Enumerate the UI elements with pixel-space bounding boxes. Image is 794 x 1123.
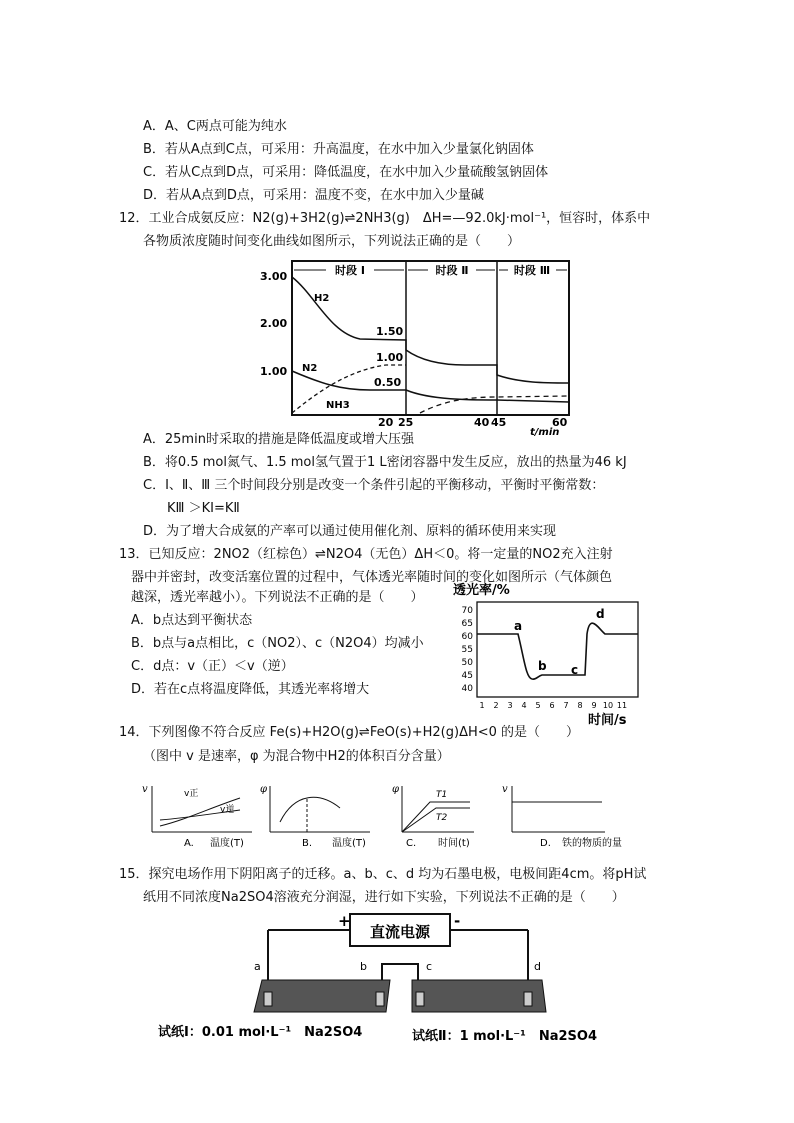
graph-d (502, 784, 622, 849)
svg-text:2: 2 (493, 701, 499, 710)
svg-text:v正: v正 (184, 789, 199, 799)
nh3-label: NH3 (326, 400, 350, 411)
svg-text:v逆: v逆 (220, 805, 235, 815)
svg-text:5: 5 (535, 701, 541, 710)
q12-concentration-chart (260, 255, 580, 438)
q13-stem-line3: 越深，透光率越小）。下列说法不正确的是（ ） (131, 590, 424, 605)
graph-b (260, 784, 370, 849)
y-tick-60: 60 (461, 632, 473, 642)
y-tick-40: 40 (461, 684, 473, 694)
svg-text:C.: C. (406, 838, 417, 849)
q11-option-b: B．若从A点到C点，可采用：升高温度，在水中加入少量氯化钠固体 (143, 142, 534, 157)
svg-text:φ: φ (392, 784, 400, 795)
q12-option-c-constant: KⅢ ＞KⅠ=KⅡ (167, 501, 240, 516)
y-tick-45: 45 (461, 671, 473, 681)
period-3-label: 时段 Ⅲ (513, 264, 551, 277)
svg-text:-: - (454, 912, 461, 930)
x-tick-20: 20 (378, 416, 394, 429)
svg-text:A.: A. (184, 838, 194, 849)
graph-a (142, 784, 252, 849)
svg-text:铁的物质的量: 铁的物质的量 (562, 838, 622, 849)
svg-text:1: 1 (479, 701, 485, 710)
q15-electrolysis-figure (150, 908, 630, 1048)
q11-option-c: C．若从C点到D点，可采用：降低温度，在水中加入少量硫酸氢钠固体 (143, 165, 549, 180)
svg-text:D.: D. (540, 838, 551, 849)
period-2-label: 时段 Ⅱ (435, 264, 469, 277)
q14-stem-line2: （图中 v 是速率，φ 为混合物中H2的体积百分含量） (143, 749, 450, 764)
q12-option-b: B．将0.5 mol氮气、1.5 mol氢气置于1 L密闭容器中发生反应，放出的热量为46 kJ (143, 455, 627, 470)
chart-title: 透光率/% (453, 583, 510, 598)
graph-c (392, 784, 474, 849)
svg-text:温度(T): 温度(T) (210, 838, 244, 849)
q13-option-d: D．若在c点将温度降低，其透光率将增大 (131, 682, 370, 697)
svg-text:温度(T): 温度(T) (332, 838, 366, 849)
point-b: b (538, 659, 547, 673)
point-a: a (514, 619, 523, 633)
svg-text:c: c (426, 960, 433, 973)
q12-option-a: A．25min时采取的措施是降低温度或增大压强 (143, 432, 414, 447)
power-supply-label: 直流电源 (369, 923, 431, 941)
q11-option-d: D．若从A点到D点，可采用：温度不变，在水中加入少量碱 (143, 188, 484, 203)
svg-text:T2: T2 (436, 813, 448, 823)
q13-transmittance-chart (450, 578, 650, 728)
h2-label: H2 (314, 293, 330, 304)
q14-stem-line1: 14．下列图像不符合反应 Fe(s)+H2O(g)⇌FeO(s)+H2(g)ΔH<0 的是（ ） (119, 725, 580, 740)
q12-stem-line1: 12．工业合成氨反应：N2(g)+3H2(g)⇌2NH3(g) ΔH=—92.0kJ·mol⁻¹，恒容时，体系中 (119, 211, 651, 226)
svg-text:φ: φ (260, 784, 268, 795)
point-d: d (596, 607, 605, 621)
x-tick-40: 40 (474, 416, 490, 429)
test-paper-1 (254, 980, 390, 1012)
svg-text:3: 3 (507, 701, 513, 710)
svg-text:d: d (534, 960, 541, 973)
svg-text:10: 10 (602, 701, 614, 710)
q13-option-c: C．d点：v（正）＜v（逆） (131, 659, 294, 674)
y-tick-65: 65 (461, 619, 473, 629)
svg-text:B.: B. (302, 838, 313, 849)
q13-stem-line1: 13．已知反应：2NO2（红棕色）⇌N2O4（无色）ΔH＜0。将一定量的NO2充入注射 (119, 547, 613, 562)
svg-text:b: b (360, 960, 367, 973)
y-tick-2: 2.00 (260, 317, 288, 330)
x-tick-60: 60 (552, 416, 568, 429)
x-unit: t/min (530, 427, 560, 438)
period-1-label: 时段 Ⅰ (335, 264, 365, 277)
point-c: c (571, 663, 579, 677)
x-tick-45: 45 (491, 416, 507, 429)
value-label-100: 1.00 (376, 351, 404, 364)
svg-text:11: 11 (616, 701, 628, 710)
n2-label: N2 (302, 363, 318, 374)
svg-text:时间(t): 时间(t) (438, 838, 470, 849)
q13-option-a: A．b点达到平衡状态 (131, 613, 253, 628)
svg-text:+: + (338, 912, 351, 930)
x-label: 时间/s (588, 713, 627, 728)
q15-stem-line1: 15．探究电场作用下阴阳离子的迁移。a、b、c、d 均为石墨电极，电极间距4cm。将pH试 (119, 867, 647, 882)
q13-option-b: B．b点与a点相比，c（NO2）、c（N2O4）均减小 (131, 636, 424, 651)
q12-stem-line2: 各物质浓度随时间变化曲线如图所示，下列说法正确的是（ ） (143, 234, 521, 249)
h2-curve (292, 277, 569, 383)
y-tick-1: 1.00 (260, 365, 288, 378)
q13-stem-line2: 器中并密封，改变活塞位置的过程中，气体透光率随时间的变化如图所示（气体颜色 (131, 570, 613, 585)
y-tick-50: 50 (461, 658, 473, 668)
svg-text:7: 7 (563, 701, 569, 710)
svg-text:v: v (502, 784, 508, 795)
svg-text:8: 8 (577, 701, 583, 710)
y-tick-70: 70 (461, 606, 473, 616)
q14-graphs (140, 780, 680, 855)
value-label-050: 0.50 (374, 376, 402, 389)
q11-option-a: A．A、C两点可能为纯水 (143, 119, 287, 134)
y-tick-3: 3.00 (260, 270, 288, 283)
value-label-150: 1.50 (376, 325, 404, 338)
x-tick-25: 25 (398, 416, 414, 429)
transmittance-curve (477, 623, 638, 679)
q12-option-d: D．为了增大合成氨的产率可以通过使用催化剂、原料的循环使用来实现 (143, 524, 557, 539)
y-tick-55: 55 (461, 645, 473, 655)
svg-text:4: 4 (521, 701, 527, 710)
paper-1-caption: 试纸Ⅰ：0.01 mol·L⁻¹ Na2SO4 (158, 1025, 363, 1040)
n2-curve (292, 371, 569, 402)
q15-stem-line2: 纸用不同浓度Na2SO4溶液充分润湿，进行如下实验，下列说法不正确的是（ ） (143, 890, 625, 905)
svg-text:a: a (254, 960, 261, 973)
q12-option-c: C．Ⅰ、Ⅱ、Ⅲ 三个时间段分别是改变一个条件引起的平衡移动，平衡时平衡常数： (143, 478, 605, 493)
svg-text:9: 9 (591, 701, 597, 710)
svg-text:6: 6 (549, 701, 555, 710)
svg-text:T1: T1 (436, 790, 448, 800)
paper-2-caption: 试纸Ⅱ：1 mol·L⁻¹ Na2SO4 (412, 1029, 598, 1044)
svg-text:v: v (142, 784, 148, 795)
